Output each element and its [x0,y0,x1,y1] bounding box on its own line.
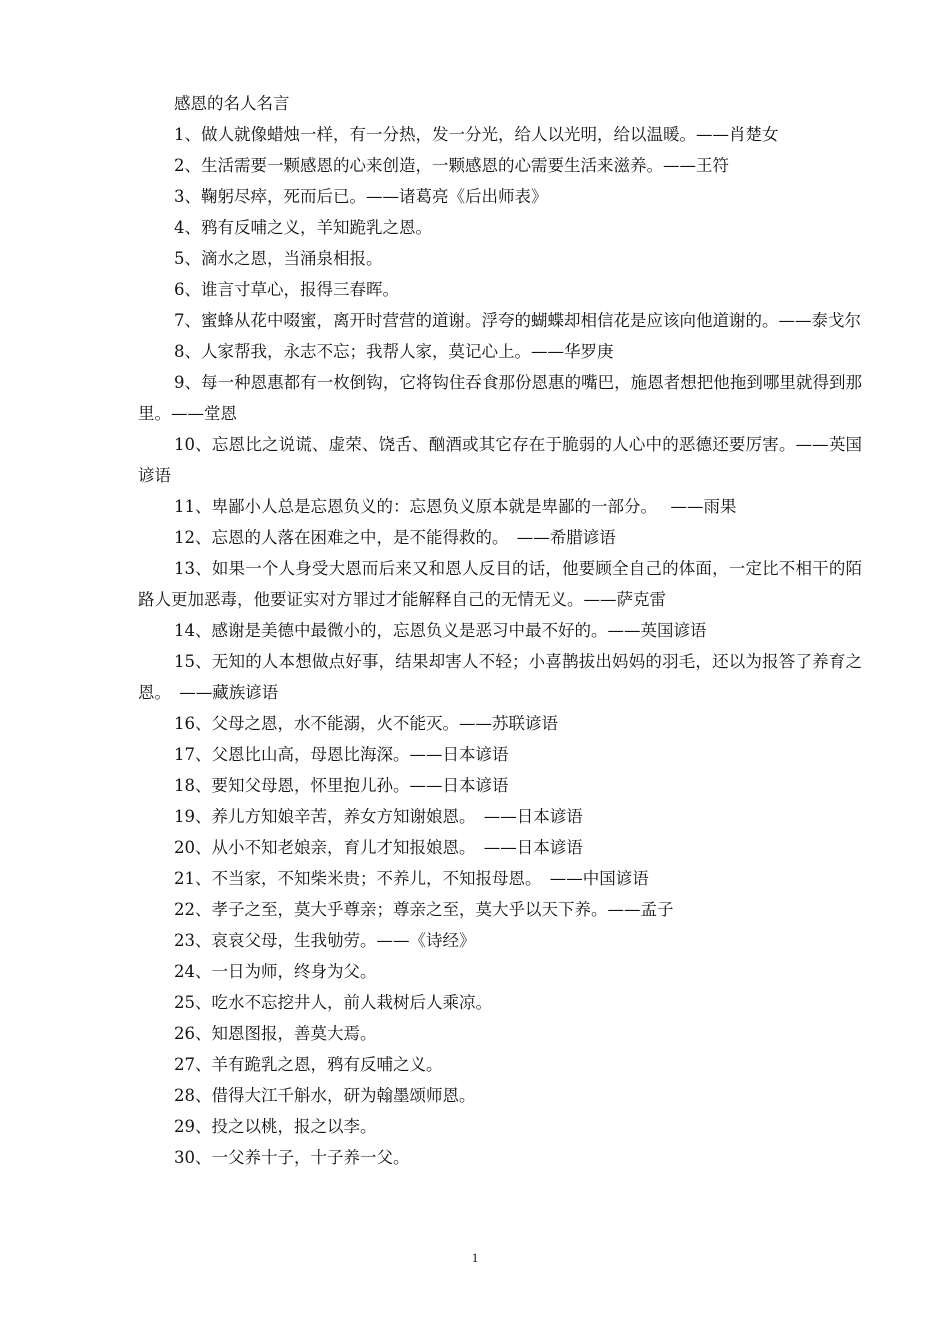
quote-paragraph: 14、感谢是美德中最微小的，忘恩负义是恶习中最不好的。——英国谚语 [174,621,707,640]
quote-paragraph: 16、父母之恩，水不能溺，火不能灭。——苏联谚语 [174,714,558,733]
quote-paragraph: 7、蜜蜂从花中啜蜜，离开时营营的道谢。浮夸的蝴蝶却相信花是应该向他道谢的。——泰戈尔 [174,311,861,330]
quote-paragraph: 29、投之以桃，报之以李。 [174,1117,377,1136]
quote-paragraph: 28、借得大江千斛水，研为翰墨颂师恩。 [174,1086,476,1105]
quote-paragraph: 4、鸦有反哺之义，羊知跪乳之恩。 [174,218,432,237]
quote-paragraph: 19、养儿方知娘辛苦，养女方知谢娘恩。 ——日本谚语 [174,807,583,826]
quote-paragraph: 24、一日为师，终身为父。 [174,962,377,981]
page-number: 1 [471,1250,479,1265]
quote-paragraph: 27、羊有跪乳之恩，鸦有反哺之义。 [174,1055,443,1074]
quote-paragraph: 3、鞠躬尽瘁，死而后已。——诸葛亮《后出师表》 [174,187,548,206]
quote-paragraph: 17、父恩比山高，母恩比海深。——日本谚语 [174,745,509,764]
quote-paragraph: 23、哀哀父母，生我劬劳。——《诗经》 [174,931,476,950]
quote-paragraph: 10、忘恩比之说谎、虚荣、饶舌、酗酒或其它存在于脆弱的人心中的恶德还要厉害。——英国谚语 [138,435,862,485]
quote-paragraph: 15、无知的人本想做点好事，结果却害人不轻；小喜鹊拔出妈妈的羽毛，还以为报答了养育之恩。 ——藏族谚语 [138,652,862,702]
quote-paragraph: 6、谁言寸草心，报得三春晖。 [174,280,399,299]
quote-paragraph: 18、要知父母恩，怀里抱儿孙。——日本谚语 [174,776,509,795]
quote-paragraph: 1、做人就像蜡烛一样，有一分热，发一分光，给人以光明，给以温暖。——肖楚女 [174,125,779,144]
quote-paragraph: 9、每一种恩惠都有一枚倒钩，它将钩住吞食那份恩惠的嘴巴，施恩者想把他拖到哪里就得到那里。——堂恩 [138,373,862,423]
quote-paragraph: 13、如果一个人身受大恩而后来又和恩人反目的话，他要顾全自己的体面，一定比不相干的陌路人更加恶毒，他要证实对方罪过才能解释自己的无情无义。——萨克雷 [138,559,862,609]
document-title: 感恩的名人名言 [174,94,290,113]
document-body [138,88,862,1173]
quote-paragraph: 12、忘恩的人落在困难之中，是不能得救的。 ——希腊谚语 [174,528,616,547]
quote-paragraph: 20、从小不知老娘亲，育儿才知报娘恩。 ——日本谚语 [174,838,583,857]
quote-paragraph: 8、人家帮我，永志不忘；我帮人家，莫记心上。——华罗庚 [174,342,614,361]
quote-paragraph: 22、孝子之至，莫大乎尊亲；尊亲之至，莫大乎以天下养。——孟子 [174,900,674,919]
quote-paragraph: 26、知恩图报，善莫大焉。 [174,1024,377,1043]
quote-paragraph: 11、卑鄙小人总是忘恩负义的：忘恩负义原本就是卑鄙的一部分。 ——雨果 [174,497,737,516]
quote-paragraph: 21、不当家，不知柴米贵；不养儿，不知报母恩。 ——中国谚语 [174,869,649,888]
quote-paragraph: 25、吃水不忘挖井人，前人栽树后人乘凉。 [174,993,492,1012]
quote-paragraph: 30、一父养十子，十子养一父。 [174,1148,410,1167]
quote-paragraph: 5、滴水之恩，当涌泉相报。 [174,249,383,268]
quote-paragraph: 2、生活需要一颗感恩的心来创造，一颗感恩的心需要生活来滋养。——王符 [174,156,729,175]
